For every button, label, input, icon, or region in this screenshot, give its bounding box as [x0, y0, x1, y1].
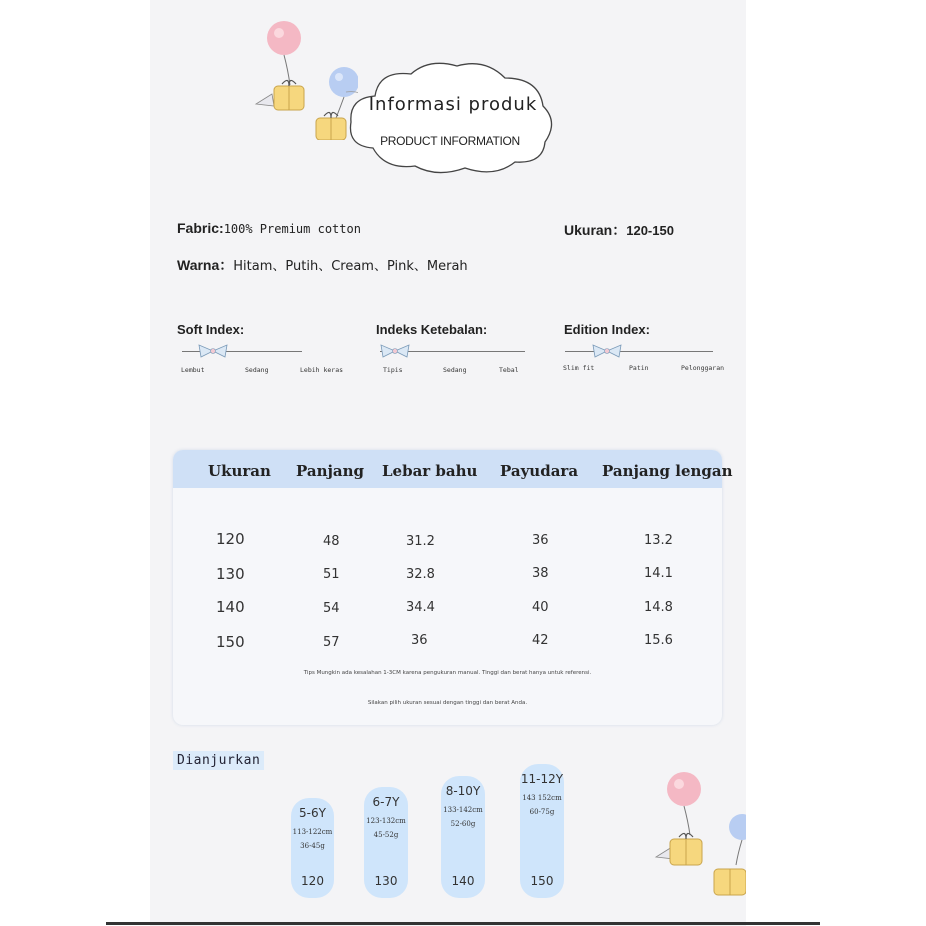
recommend-height: 123-132cm: [366, 817, 406, 825]
thickness-index-low: Tipis: [383, 366, 403, 374]
soft-index-high: Lebih keras: [300, 366, 344, 374]
table-cell: 150: [216, 633, 245, 651]
fabric-value: 100% Premium cotton: [223, 222, 361, 236]
table-cell: 120: [216, 530, 245, 548]
table-cell: 51: [323, 567, 340, 582]
thickness-index-high: Tebal: [499, 366, 519, 374]
table-cell: 40: [532, 600, 549, 615]
table-note: Silakan pilih ukuran sesuai dengan tinggi dan berat Anda.: [367, 700, 528, 706]
color-label: Warna：: [177, 257, 234, 273]
thickness-index-title: Indeks Ketebalan:: [376, 322, 488, 337]
col-header-shoulder: Lebar bahu: [382, 462, 478, 480]
size-table: [173, 450, 722, 725]
recommend-size: 130: [374, 874, 398, 888]
table-cell: 14.8: [644, 600, 673, 615]
table-cell: 13.2: [644, 533, 673, 548]
table-cell: 38: [532, 566, 549, 581]
table-cell: 14.1: [644, 566, 673, 581]
soft-index-low: Lembut: [181, 366, 205, 374]
recommend-height: 133-142cm: [443, 806, 483, 814]
edition-index-title: Edition Index:: [564, 322, 650, 337]
thickness-index-mid: Sedang: [443, 366, 467, 374]
table-cell: 32.8: [406, 567, 435, 582]
col-header-sleeve: Panjang lengan: [602, 462, 733, 480]
recommend-weight: 45-52g: [373, 831, 399, 839]
table-cell: 42: [532, 633, 549, 648]
recommend-age: 5-6Y: [299, 806, 326, 820]
recommend-weight: 60-75g: [529, 808, 555, 816]
table-cell: 54: [323, 601, 340, 616]
edition-index-low: Slim fit: [563, 364, 595, 372]
col-header-chest: Payudara: [500, 462, 579, 480]
recommend-card: [364, 787, 408, 898]
page-title: Informasi produk: [368, 94, 538, 115]
col-header-size: Ukuran: [208, 462, 271, 480]
col-header-length: Panjang: [296, 462, 365, 480]
edition-index-scale: [565, 351, 713, 352]
table-cell: 130: [216, 565, 245, 583]
bow-marker-icon: [590, 343, 624, 359]
cloud-badge: [345, 56, 557, 178]
table-cell: 34.4: [406, 600, 435, 615]
size-spec: [564, 220, 674, 240]
table-cell: 48: [323, 534, 340, 549]
table-note: Tips Mungkin ada kesalahan 1-3CM karena pengukuran manual. Tinggi dan berat hanya untuk referensi.: [303, 670, 592, 676]
table-cell: 36: [532, 533, 549, 548]
fabric-label: Fabric:: [177, 220, 224, 236]
fabric-spec: [177, 220, 361, 237]
table-cell: 140: [216, 598, 245, 616]
recommend-label: Dianjurkan: [173, 751, 264, 770]
recommend-age: 8-10Y: [445, 784, 481, 798]
recommend-height: 113-122cm: [292, 828, 333, 836]
color-spec: [177, 255, 468, 275]
edition-index-mid: Patin: [629, 364, 649, 372]
balloon-gift-icon: [248, 10, 358, 140]
recommend-card: [291, 798, 334, 898]
recommend-age: 11-12Y: [520, 772, 564, 786]
recommend-weight: 52-60g: [450, 820, 476, 828]
recommend-weight: 36-45g: [300, 842, 325, 850]
soft-index-title: Soft Index:: [177, 322, 245, 337]
recommend-card: [441, 776, 485, 898]
table-cell: 57: [323, 635, 340, 650]
bow-marker-icon: [378, 343, 412, 359]
color-value: Hitam、Putih、Cream、Pink、Merah: [233, 259, 468, 274]
page-subtitle: PRODUCT INFORMATION: [380, 134, 520, 148]
soft-index-mid: Sedang: [245, 366, 269, 374]
recommend-age: 6-7Y: [372, 795, 400, 809]
bow-marker-icon: [196, 343, 230, 359]
recommend-size: 120: [301, 874, 324, 888]
recommend-height: 143 152cm: [522, 794, 562, 802]
table-cell: 31.2: [406, 534, 435, 549]
size-label: Ukuran：: [564, 222, 627, 238]
table-cell: 36: [411, 633, 428, 648]
recommend-size: 150: [530, 874, 554, 888]
bottom-divider: [106, 922, 820, 925]
edition-index-high: Pelonggaran: [681, 364, 725, 372]
size-value: 120-150: [626, 223, 674, 238]
recommend-size: 140: [451, 874, 475, 888]
table-cell: 15.6: [644, 633, 673, 648]
balloon-gift-icon: [650, 765, 746, 900]
recommend-card: [520, 764, 564, 898]
